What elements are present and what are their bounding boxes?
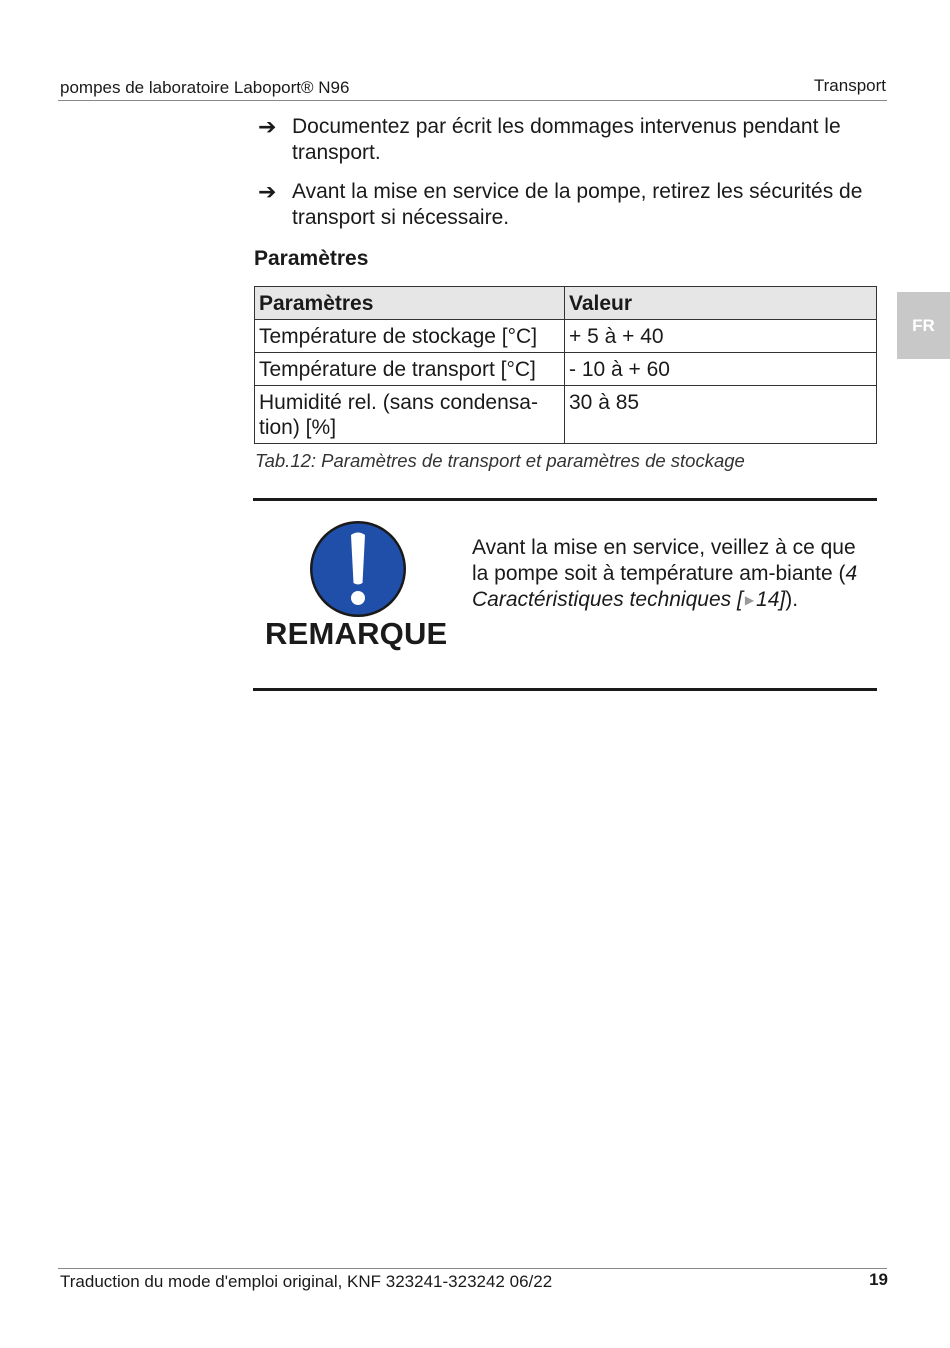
exclamation-icon bbox=[308, 519, 408, 619]
table-row bbox=[255, 320, 877, 353]
section-heading: Paramètres bbox=[254, 247, 369, 270]
step-text: Avant la mise en service de la pompe, retirez les sécurités de transport si nécessaire. bbox=[292, 180, 863, 229]
language-tab: FR bbox=[897, 292, 950, 359]
table-cell: - 10 à + 60 bbox=[565, 353, 877, 386]
column-header: Valeur bbox=[565, 287, 877, 320]
arrow-right-icon: ➔ bbox=[258, 114, 277, 139]
table-cell: Humidité rel. (sans condensa-tion) [%] bbox=[255, 386, 565, 444]
table-cell: Température de transport [°C] bbox=[255, 353, 565, 386]
header-title: pompes de laboratoire Laboport® N96 bbox=[60, 78, 350, 97]
note-bottom-rule bbox=[253, 688, 877, 691]
note-label: REMARQUE bbox=[265, 616, 448, 651]
page-number: 19 bbox=[869, 1270, 888, 1289]
header-section: Transport bbox=[813, 76, 886, 95]
note-text-after: ). bbox=[785, 588, 799, 611]
column-header: Paramètres bbox=[255, 287, 565, 320]
parameters-table bbox=[254, 286, 877, 444]
table-cell: 30 à 85 bbox=[565, 386, 877, 444]
step-text: Documentez par écrit les dommages intervenus pendant le transport. bbox=[292, 115, 841, 164]
footer-divider bbox=[58, 1268, 887, 1269]
table-row bbox=[255, 353, 877, 386]
arrow-right-icon: ➔ bbox=[258, 179, 277, 204]
note-text bbox=[472, 535, 862, 613]
header-divider bbox=[58, 100, 887, 101]
reference-title: 4 Caractéristiques techniques [ bbox=[472, 562, 858, 611]
triangle-right-icon: ▶ bbox=[744, 593, 755, 607]
note-text-before: Avant la mise en service, veillez à ce que la pompe soit à température am-biante ( bbox=[472, 536, 856, 585]
table-caption: Tab.12: Paramètres de transport et paramètres de stockage bbox=[255, 450, 745, 471]
table-header-row bbox=[255, 287, 877, 320]
reference-page: 14] bbox=[756, 588, 786, 611]
table-row bbox=[255, 386, 877, 444]
footer-text: Traduction du mode d'emploi original, KNF 323241-323242 06/22 bbox=[60, 1272, 553, 1291]
table-cell: + 5 à + 40 bbox=[565, 320, 877, 353]
table-cell: Température de stockage [°C] bbox=[255, 320, 565, 353]
note-top-rule bbox=[253, 498, 877, 501]
